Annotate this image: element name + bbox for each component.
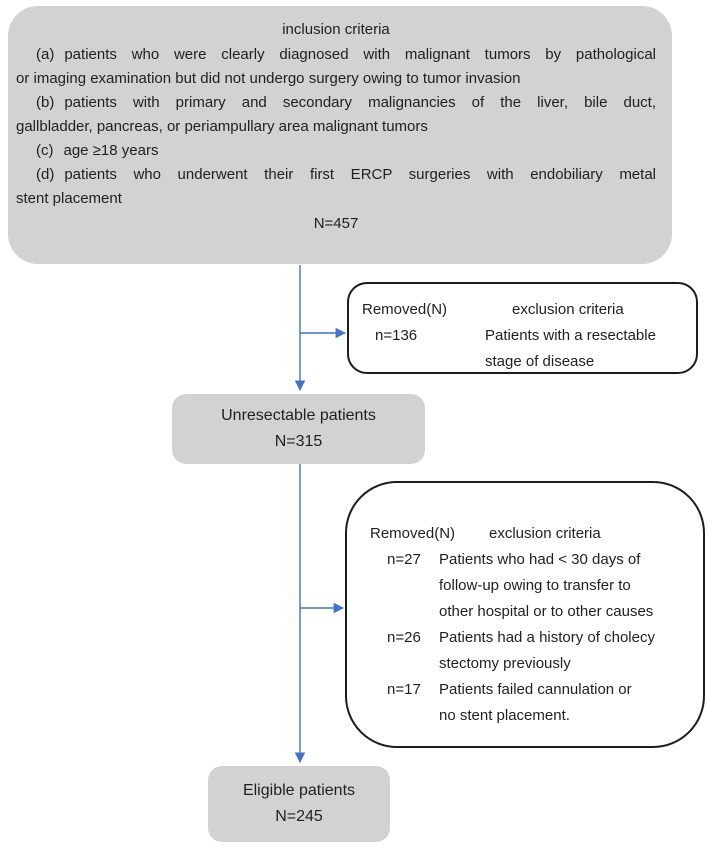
criteria-item-a-line1: (a) patients who were clearly diagnosed with malignant tumors by pathological [36,46,656,63]
criteria-item-d-label: (d) [36,166,55,183]
exclusion-box-1 [347,282,698,374]
criteria-item-d-line2: stent placement [16,190,122,207]
exclusion-1-row [349,323,696,375]
exclusion-2-row-3-n: n=17 [387,681,421,698]
exclusion-2-header [347,521,703,547]
exclusion-2-criteria-label: exclusion criteria [489,525,601,542]
criteria-item-c-line1: (c) age ≥18 years [36,142,159,159]
exclusion-2-removed-label: Removed(N) [370,525,456,542]
exclusion-1-row-reason: Patients with a resectable stage of disease [485,327,656,370]
criteria-item-b-label: (b) [36,94,55,111]
unresectable-patients-node [172,394,425,464]
exclusion-1-removed-label: Removed(N) [362,301,448,318]
exclusion-1-header [349,297,696,323]
eligible-count: N=245 [275,808,323,825]
exclusion-2-row-3 [347,677,703,729]
exclusion-1-criteria-label: exclusion criteria [512,301,624,318]
criteria-item-a-label: (a) [36,46,55,63]
criteria-item-a-line2: or imaging examination but did not undergo surgery owing to tumor invasion [16,70,521,87]
inclusion-count: N=457 [313,215,359,232]
exclusion-2-row-2-reason: Patients had a history of cholecy stectomy previously [439,629,655,672]
criteria-item-b-line1: (b) patients with primary and secondary malignancies of the liver, bile duct, [36,94,656,111]
exclusion-2-row-2 [347,625,703,677]
criteria-item-d-line1: (d) patients who underwent their first ERCP surgeries with endobiliary metal [36,166,656,183]
exclusion-2-row-3-reason: Patients failed cannulation or no stent placement. [439,681,632,724]
criteria-item-c-label: (c) [36,142,54,159]
exclusion-2-row-1-reason: Patients who had < 30 days of follow-up owing to transfer to other hospital or to other causes [439,551,654,620]
inclusion-title: inclusion criteria [282,21,390,38]
unresectable-count: N=315 [274,433,323,450]
criteria-item-b-line2: gallbladder, pancreas, or periampullary area malignant tumors [16,118,428,135]
exclusion-box-2 [345,481,705,748]
exclusion-2-row-2-n: n=26 [387,629,421,646]
exclusion-2-row-1 [347,547,703,625]
eligible-patients-node [208,766,390,842]
exclusion-1-row-n: n=136 [375,327,418,344]
exclusion-2-row-1-n: n=27 [387,551,421,568]
unresectable-title: Unresectable patients [221,407,376,424]
eligible-title: Eligible patients [242,782,356,799]
inclusion-criteria-node [8,6,672,264]
